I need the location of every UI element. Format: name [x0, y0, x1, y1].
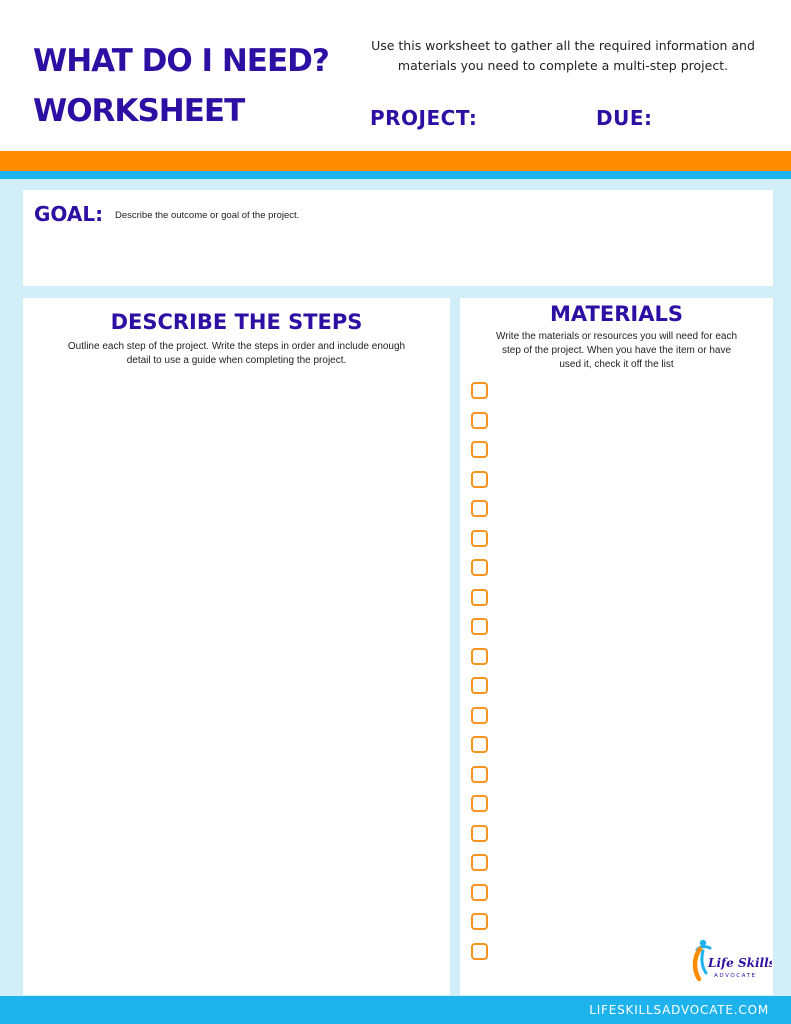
materials-checklist: [471, 382, 488, 972]
material-checkbox[interactable]: [471, 884, 488, 901]
project-label: PROJECT:: [370, 106, 478, 130]
material-checkbox[interactable]: [471, 825, 488, 842]
material-checkbox[interactable]: [471, 559, 488, 576]
material-checkbox[interactable]: [471, 589, 488, 606]
orange-divider: [0, 151, 791, 171]
materials-description-line-3: used it, check it off the list: [559, 359, 674, 370]
material-checkbox[interactable]: [471, 766, 488, 783]
material-checkbox[interactable]: [471, 618, 488, 635]
material-checkbox[interactable]: [471, 707, 488, 724]
title-line-1: WHAT DO I NEED?: [33, 43, 329, 79]
footer-bar: [0, 996, 791, 1024]
materials-description-line-2: step of the project. When you have the item or have: [501, 345, 732, 356]
material-checkbox[interactable]: [471, 677, 488, 694]
material-checkbox[interactable]: [471, 854, 488, 871]
material-checkbox[interactable]: [471, 913, 488, 930]
steps-description: [33, 340, 440, 368]
life-skills-advocate-logo: [688, 937, 772, 987]
worksheet-title: [33, 36, 329, 136]
materials-description-line-1: Write the materials or resources you will need for each: [495, 331, 738, 342]
worksheet-intro: [348, 36, 778, 76]
title-line-2: WORKSHEET: [33, 93, 245, 129]
material-checkbox[interactable]: [471, 736, 488, 753]
logo-graphic: [688, 937, 772, 987]
materials-description: [470, 330, 763, 372]
material-checkbox[interactable]: [471, 943, 488, 960]
intro-line-2: materials you need to complete a multi-step project.: [397, 58, 729, 73]
materials-heading: MATERIALS: [550, 302, 683, 326]
steps-heading: DESCRIBE THE STEPS: [110, 310, 363, 334]
due-label: DUE:: [596, 106, 653, 130]
logo-text: Life Skills: [708, 956, 772, 970]
material-checkbox[interactable]: [471, 382, 488, 399]
goal-label: GOAL:: [34, 202, 104, 226]
goal-description: Describe the outcome or goal of the project.: [115, 210, 300, 221]
blue-divider: [0, 171, 791, 179]
footer-url[interactable]: LIFESKILLSADVOCATE.COM: [589, 1003, 769, 1017]
goal-section[interactable]: [23, 190, 773, 286]
logo-subtext: ADVOCATE: [714, 973, 757, 979]
material-checkbox[interactable]: [471, 795, 488, 812]
steps-section[interactable]: [23, 298, 450, 995]
material-checkbox[interactable]: [471, 648, 488, 665]
material-checkbox[interactable]: [471, 500, 488, 517]
intro-line-1: Use this worksheet to gather all the required information and: [371, 38, 755, 53]
steps-description-line-1: Outline each step of the project. Write the steps in order and include enough: [67, 341, 406, 352]
material-checkbox[interactable]: [471, 471, 488, 488]
material-checkbox[interactable]: [471, 441, 488, 458]
materials-section: [460, 298, 773, 995]
steps-description-line-2: detail to use a guide when completing the project.: [126, 355, 347, 366]
material-checkbox[interactable]: [471, 530, 488, 547]
material-checkbox[interactable]: [471, 412, 488, 429]
